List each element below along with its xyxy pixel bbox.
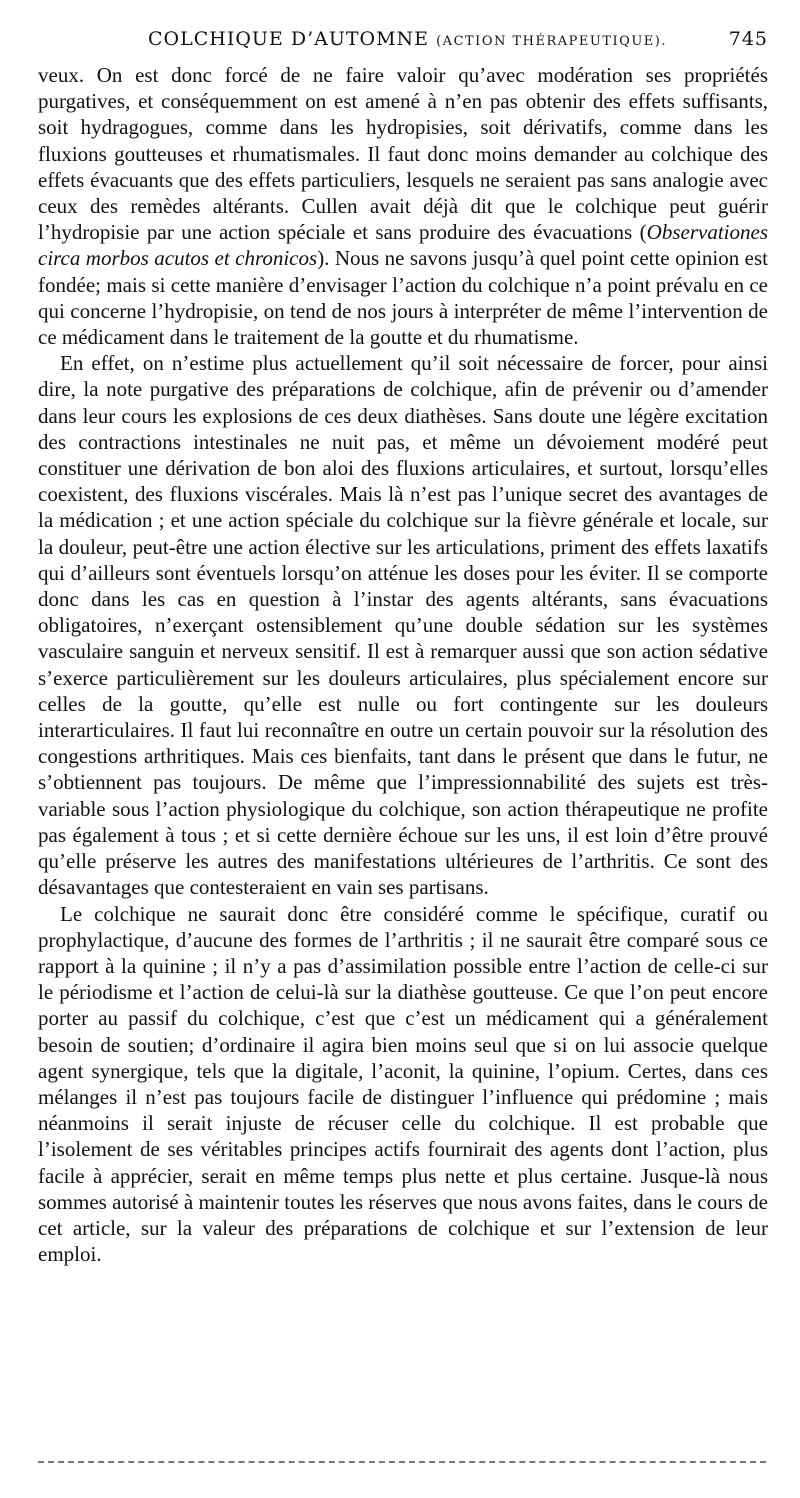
cited-work-title: Observationes circa morbos acutos et chronicos: [38, 220, 768, 271]
paragraph-1: [38, 62, 768, 350]
body-text: [38, 62, 768, 1267]
running-title-main: COLCHIQUE D’AUTOMNE: [148, 28, 430, 50]
running-title-sub: (ACTION THÉRAPEUTIQUE).: [436, 34, 667, 49]
paragraph-3: Le colchique ne saurait donc être considéré comme le spécifique, curatif ou prophylactique, d’aucune des formes de l’arthritis ; il ne saurait être comparé sous ce rapport à la quinine ; il n’y a pas d’assimilation possible entre l’action de celle-ci sur le périodisme et l’action de celui-là sur la diathèse goutteuse. Ce que l’on peut encore porter au passif du colchique, c’est que c’est un médicament qui a généralement besoin de soutien; d’ordinaire il agira bien moins seul que si on lui associe quelque agent synergique, tels que la digitale, l’aconit, la quinine, l’opium. Certes, dans ces mélanges il n’est pas toujours facile de distinguer l’influence qui prédomine ; mais néanmoins il serait injuste de récuser celle du colchique. Il est probable que l’isolement de ses véritables principes actifs fournirait des agents dont l’action, plus facile à apprécier, serait en même temps plus nette et plus certaine. Jusque-là nous sommes autorisé à maintenir toutes les réserves que nous avons faites, dans le cours de cet article, sur la valeur des préparations de colchique et sur l’extension de leur emploi.: [38, 901, 768, 1267]
running-title: [148, 28, 667, 50]
paragraph-1-text-before: veux. On est donc forcé de ne faire valoir qu’avec modération ses propriétés purgatives, et conséquemment on est amené à n’en pas obtenir des effets suffisants, soit hydragogues, comme dans les hydropisies, soit dérivatifs, comme dans les fluxions goutteuses et rhumatismales. Il faut donc moins demander au colchique des effets évacuants que des effets particuliers, lesquels ne seraient pas sans analogie avec ceux des remèdes altérants. Cullen avait déjà dit que le colchique peut guérir l’hydropisie par une action spéciale et sans produire des évacuations (: [38, 63, 768, 245]
running-head: [38, 28, 768, 58]
footer-rule: [38, 1461, 766, 1463]
paragraph-1-text-after: ). Nous ne savons jusqu’à quel point cette opinion est fondée; mais si cette manière d’envisager l’action du colchique n’a point prévalu en ce qui concerne l’hydropisie, on tend de nos jours à interpréter de même l’intervention de ce médicament dans le traitement de la goutte et du rhumatisme.: [38, 246, 769, 350]
page-number: 745: [728, 28, 768, 50]
page: [38, 28, 768, 1267]
paragraph-2: En effet, on n’estime plus actuellement qu’il soit nécessaire de forcer, pour ainsi dire, la note purgative des préparations de colchique, afin de prévenir ou d’amender dans leur cours les explosions de ces deux diathèses. Sans doute une légère excitation des contractions intestinales ne nuit pas, et même un dévoiement modéré peut constituer une dérivation de bon aloi des fluxions articulaires, et surtout, lorsqu’elles coexistent, des fluxions viscérales. Mais là n’est pas l’unique secret des avantages de la médication ; et une action spéciale du colchique sur la fièvre générale et locale, sur la douleur, peut-être une action élective sur les articulations, priment des effets laxatifs qui d’ailleurs sont éventuels lorsqu’on atténue les doses pour les éviter. Il se comporte donc dans les cas en question à l’instar des agents altérants, sans évacuations obligatoires, n’exerçant ostensiblement qu’une double sédation sur les systèmes vasculaire sanguin et nerveux sensitif. Il est à remarquer aussi que son action sédative s’exerce particulièrement sur les douleurs articulaires, plus spécialement encore sur celles de la goutte, qu’elle est nulle ou fort contingente sur les douleurs interarticulaires. Il faut lui reconnaître en outre un certain pouvoir sur la résolution des congestions arthritiques. Mais ces bienfaits, tant dans le présent que dans le futur, ne s’obtiennent pas toujours. De même que l’impressionnabilité des sujets est très-variable sous l’action physiologique du colchique, son action thérapeutique ne profite pas également à tous ; et si cette dernière échoue sur les uns, il est loin d’être prouvé qu’elle préserve les autres des manifestations ultérieures de l’arthritis. Ce sont des désavantages que contesteraient en vain ses partisans.: [38, 351, 768, 900]
